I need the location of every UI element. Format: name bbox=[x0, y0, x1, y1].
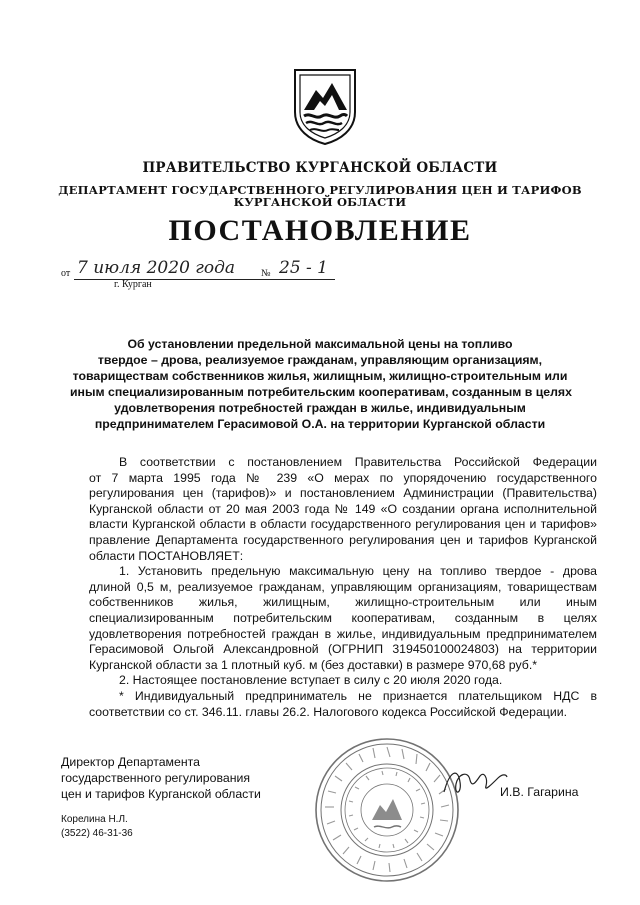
subject-line: предпринимателем Герасимовой О.А. на территории Курганской области bbox=[94, 417, 546, 431]
signer-name: И.В. Гагарина bbox=[500, 785, 579, 799]
document-subject bbox=[70, 336, 570, 432]
number-underline bbox=[273, 279, 335, 280]
subject-line: твердое – дрова, реализуемое гражданам, управляющим организациям, bbox=[97, 353, 543, 367]
government-name: ПРАВИТЕЛЬСТВО КУРГАНСКОЙ ОБЛАСТИ bbox=[142, 160, 498, 176]
executor-phone: (3522) 46-31-36 bbox=[61, 828, 133, 839]
number-label: № bbox=[261, 268, 271, 279]
body-line: от 7 марта 1995 года № 239 «О мерах по упорядочению государственного bbox=[89, 470, 597, 485]
official-seal-stamp bbox=[312, 735, 462, 885]
executor-info bbox=[61, 813, 133, 841]
body-line: собственников жилья, жилищным, жилищно-строительным или иным bbox=[89, 595, 597, 610]
body-line: области ПОСТАНОВЛЯЕТ: bbox=[89, 548, 244, 563]
body-line: Герасимовой Ольгой Александровной (ОГРНИП 319450100024803) на территории bbox=[89, 642, 597, 657]
executor-name: Корелина Н.Л. bbox=[61, 814, 128, 825]
body-line: регулирования цен (тарифов)» и постановлением Администрации (Правительства) bbox=[89, 486, 597, 501]
body-line: специализированным потребительским кооперативам, созданным в целях bbox=[89, 610, 597, 625]
coat-of-arms-icon bbox=[292, 66, 358, 146]
body-line: власти Курганской области в области государственного регулирования цен и тарифов» bbox=[89, 517, 597, 532]
body-line: 2. Настоящее постановление вступает в силу с 20 июля 2020 года. bbox=[119, 673, 503, 688]
date-underline bbox=[74, 279, 279, 280]
handwritten-number: 25 - 1 bbox=[279, 258, 328, 278]
body-line: удовлетворения потребностей граждан в жилье, индивидуальным предпринимателем bbox=[89, 626, 597, 641]
signer-position bbox=[61, 754, 261, 802]
body-line: В соответствии с постановлением Правительства Российской Федерации bbox=[119, 455, 597, 469]
body-line: длиной 0,5 м, реализуемое гражданам, управляющим организациям, товариществам bbox=[89, 579, 597, 594]
handwritten-date: 7 июля 2020 года bbox=[77, 258, 236, 278]
document-date-number bbox=[61, 258, 381, 282]
body-line: 1. Установить предельную максимальную цену на топливо твердое - дрова bbox=[119, 564, 597, 579]
department-name-line1: ДЕПАРТАМЕНТ ГОСУДАРСТВЕННОГО РЕГУЛИРОВАНИЯ ЦЕН И ТАРИФОВ bbox=[58, 183, 582, 197]
subject-line: товариществам собственников жилья, жилищным, жилищно-строительным или bbox=[72, 369, 568, 383]
body-line: правление Департамента государственного регулирования цен и тарифов Курганской bbox=[89, 532, 597, 547]
signer-position-line: государственного регулирования bbox=[61, 771, 251, 785]
city: г. Курган bbox=[114, 279, 152, 290]
document-type-title: ПОСТАНОВЛЕНИЕ bbox=[168, 214, 472, 247]
department-name-line2: КУРГАНСКОЙ ОБЛАСТИ bbox=[233, 195, 407, 209]
date-label: от bbox=[61, 268, 71, 279]
subject-line: Об установлении предельной максимальной цены на топливо bbox=[127, 337, 513, 351]
subject-line: удовлетворения потребностей граждан в жилье, индивидуальным bbox=[114, 401, 526, 415]
document-body bbox=[89, 455, 597, 720]
signer-position-line: цен и тарифов Курганской области bbox=[61, 787, 261, 801]
signer-position-line: Директор Департамента bbox=[61, 755, 200, 769]
body-line: Курганской области за 1 плотный куб. м (без доставки) в размере 970,68 руб.* bbox=[89, 657, 538, 672]
body-line: соответствии со ст. 346.11. главы 26.2. Налогового кодекса Российской Федерации. bbox=[89, 704, 568, 719]
body-line: * Индивидуальный предприниматель не признается плательщиком НДС в bbox=[119, 688, 597, 703]
subject-line: иным специализированным потребительским кооперативам, созданным в целях bbox=[70, 385, 572, 399]
body-line: Курганской области от 20 мая 2003 года № 149 «О создании органа исполнительной bbox=[89, 501, 597, 516]
